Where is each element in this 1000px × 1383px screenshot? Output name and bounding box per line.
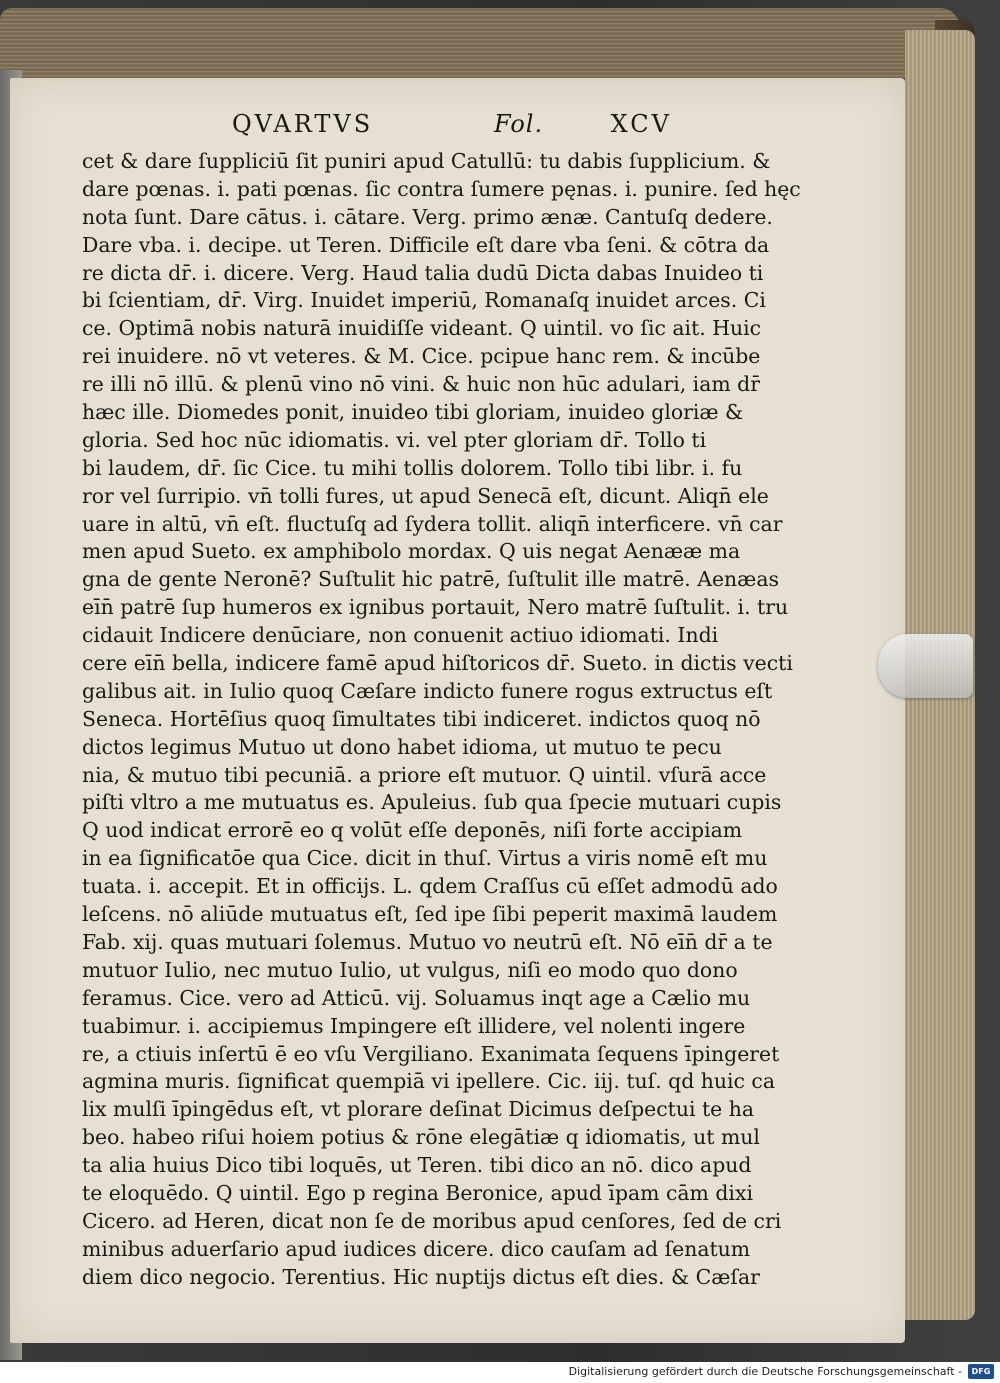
text-line: cet & dare ſuppliciū ſit puniri apud Catullū: tu dabis ſupplicium. & bbox=[82, 149, 771, 173]
text-line: ror vel ſurripio. vn̄ tolli fures, ut apud Senecā eſt, dicunt. Aliqn̄ ele bbox=[82, 483, 769, 508]
text-line: Fab. xij. quas mutuari ſolemus. Mutuo vo neutrū eſt. Nō eīn̄ dr̄ a te bbox=[82, 929, 773, 954]
text-line: agmina muris. ſignificat quempiā vi ipellere. Cic. iij. tuſ. qd huic ca bbox=[82, 1069, 776, 1094]
running-head bbox=[232, 110, 672, 144]
text-line: Q uod indicat errorē eo q volūt eſſe deponēs, niſi forte accipiam bbox=[82, 818, 743, 843]
footer-credit: Digitalisierung gefördert durch die Deutsche Forschungsgemeinschaft - bbox=[568, 1365, 962, 1378]
text-line: nota ſunt. Dare cātus. i. cātare. Verg. primo ænæ. Cantuſq dedere. bbox=[82, 204, 773, 229]
text-line: cere eīn̄ bella, indicere famē apud hiſtoricos dr̄. Sueto. in dictis vecti bbox=[82, 651, 793, 676]
text-line: tuata. i. accepit. Et in officijs. L. qdem Craſſus cū eſſet admodū ado bbox=[82, 874, 778, 899]
body-text bbox=[82, 148, 801, 1292]
text-line: ce. Optimā nobis naturā inuidiſſe videant. Q uintil. vo ſic ait. Huic bbox=[82, 316, 762, 341]
text-line: re illi nō illū. & plenū vino nō vini. & huic non hūc adulari, iam dr̄ bbox=[82, 372, 760, 397]
running-head-folio-label: Fol. bbox=[494, 110, 544, 138]
text-line: beo. habeo riſui hoiem potius & rōne elegātiæ q idiomatis, ut mul bbox=[82, 1125, 760, 1150]
text-line: galibus ait. in Iulio quoq Cæſare indicto funere rogus extructus eſt bbox=[82, 678, 773, 703]
text-line: re dicta dr̄. i. dicere. Verg. Haud talia dudū Dicta dabas Inuideo ti bbox=[82, 260, 764, 285]
text-line: diem dico negocio. Terentius. Hic nuptijs dictus eſt dies. & Cæſar bbox=[82, 1264, 760, 1289]
book-top-edge bbox=[0, 8, 960, 78]
text-line: nia, & mutuo tibi pecuniā. a priore eſt mutuor. Q uintil. vſurā acce bbox=[82, 762, 767, 787]
text-line: Cicero. ad Heren, dicat non ſe de moribus apud cenſores, ſed de cri bbox=[82, 1208, 782, 1233]
text-line: gna de gente Neronē? Suſtulit hic patrē, ſuſtulit ille matrē. Aenæas bbox=[82, 567, 779, 592]
text-line: hæc ille. Diomedes ponit, inuideo tibi gloriam, inuideo gloriæ & bbox=[82, 400, 744, 425]
text-line: minibus aduerſario apud iudices dicere. dico cauſam ad ſenatum bbox=[82, 1236, 751, 1261]
text-line: rei inuidere. nō vt veteres. & M. Cice. pcipue hanc rem. & incūbe bbox=[82, 344, 761, 369]
text-line: cidauit Indicere denūciare, non conuenit actiuo idiomati. Indi bbox=[82, 623, 719, 648]
text-line: te eloquēdo. Q uintil. Ego p regina Beronice, apud īpam cām dixi bbox=[82, 1180, 753, 1205]
text-line: Dare vba. i. decipe. ut Teren. Difficile eſt dare vba ſeni. & cōtra da bbox=[82, 232, 770, 257]
text-line: mutuor Iulio, nec mutuo Iulio, ut vulgus, niſi eo modo quo dono bbox=[82, 957, 738, 982]
text-line: uare in altū, vn̄ eſt. fluctuſq ad ſydera tollit. aliqn̄ interficere. vn̄ car bbox=[82, 511, 783, 536]
text-line: Seneca. Hortēſius quoq ſimultates tibi indiceret. indictos quoq nō bbox=[82, 706, 761, 731]
text-line: gloria. Sed hoc nūc idiomatis. vi. vel pter gloriam dr̄. Tollo ti bbox=[82, 427, 707, 452]
text-line: re, a ctiuis inſertū ē eo vſu Vergiliano. Exanimata ſequens īpingeret bbox=[82, 1041, 780, 1066]
text-line: bi ſcientiam, dr̄. Virg. Inuidet imperiū, Romanaſq inuidet arces. Ci bbox=[82, 288, 766, 313]
text-line: lix mulſi īpingēdus eſt, vt plorare deſinat Dicimus deſpectui te ha bbox=[82, 1097, 755, 1122]
text-line: feramus. Cice. vero ad Atticū. vij. Soluamus inqt age a Cælio mu bbox=[82, 985, 751, 1010]
running-head-left: QVARTVS bbox=[232, 110, 374, 138]
running-head-folio-number: XCV bbox=[610, 110, 672, 138]
text-line: in ea ſignificatōe qua Cice. dicit in thuſ. Virtus a viris nomē eſt mu bbox=[82, 846, 768, 871]
text-line: dare pœnas. i. pati pœnas. ſic contra ſumere pęnas. i. punire. ſed hęc bbox=[82, 176, 801, 201]
text-line: tuabimur. i. accipiemus Impingere eſt illidere, vel nolenti ingere bbox=[82, 1013, 746, 1038]
dfg-logo-icon: DFG bbox=[968, 1364, 994, 1379]
text-line: men apud Sueto. ex amphibolo mordax. Q uis negat Aenææ ma bbox=[82, 539, 741, 564]
text-line: leſcens. nō aliūde mutuatus eſt, ſed ipe ſibi peperit maximā laudem bbox=[82, 902, 778, 927]
page-clip bbox=[878, 634, 973, 698]
text-line: dictos legimus Mutuo ut dono habet idioma, ut mutuo te pecu bbox=[82, 734, 722, 759]
text-line: piſti vltro a me mutuatus es. Apuleius. ſub qua ſpecie mutuari cupis bbox=[82, 790, 782, 815]
text-line: bi laudem, dr̄. ſic Cice. tu mihi tollis dolorem. Tollo tibi libr. i. fu bbox=[82, 455, 743, 480]
text-line: ta alia huius Dico tibi loquēs, ut Teren. tibi dico an nō. dico apud bbox=[82, 1153, 752, 1178]
text-line: eīn̄ patrē ſup humeros ex ignibus portauit, Nero matrē ſuſtulit. i. tru bbox=[82, 595, 789, 620]
